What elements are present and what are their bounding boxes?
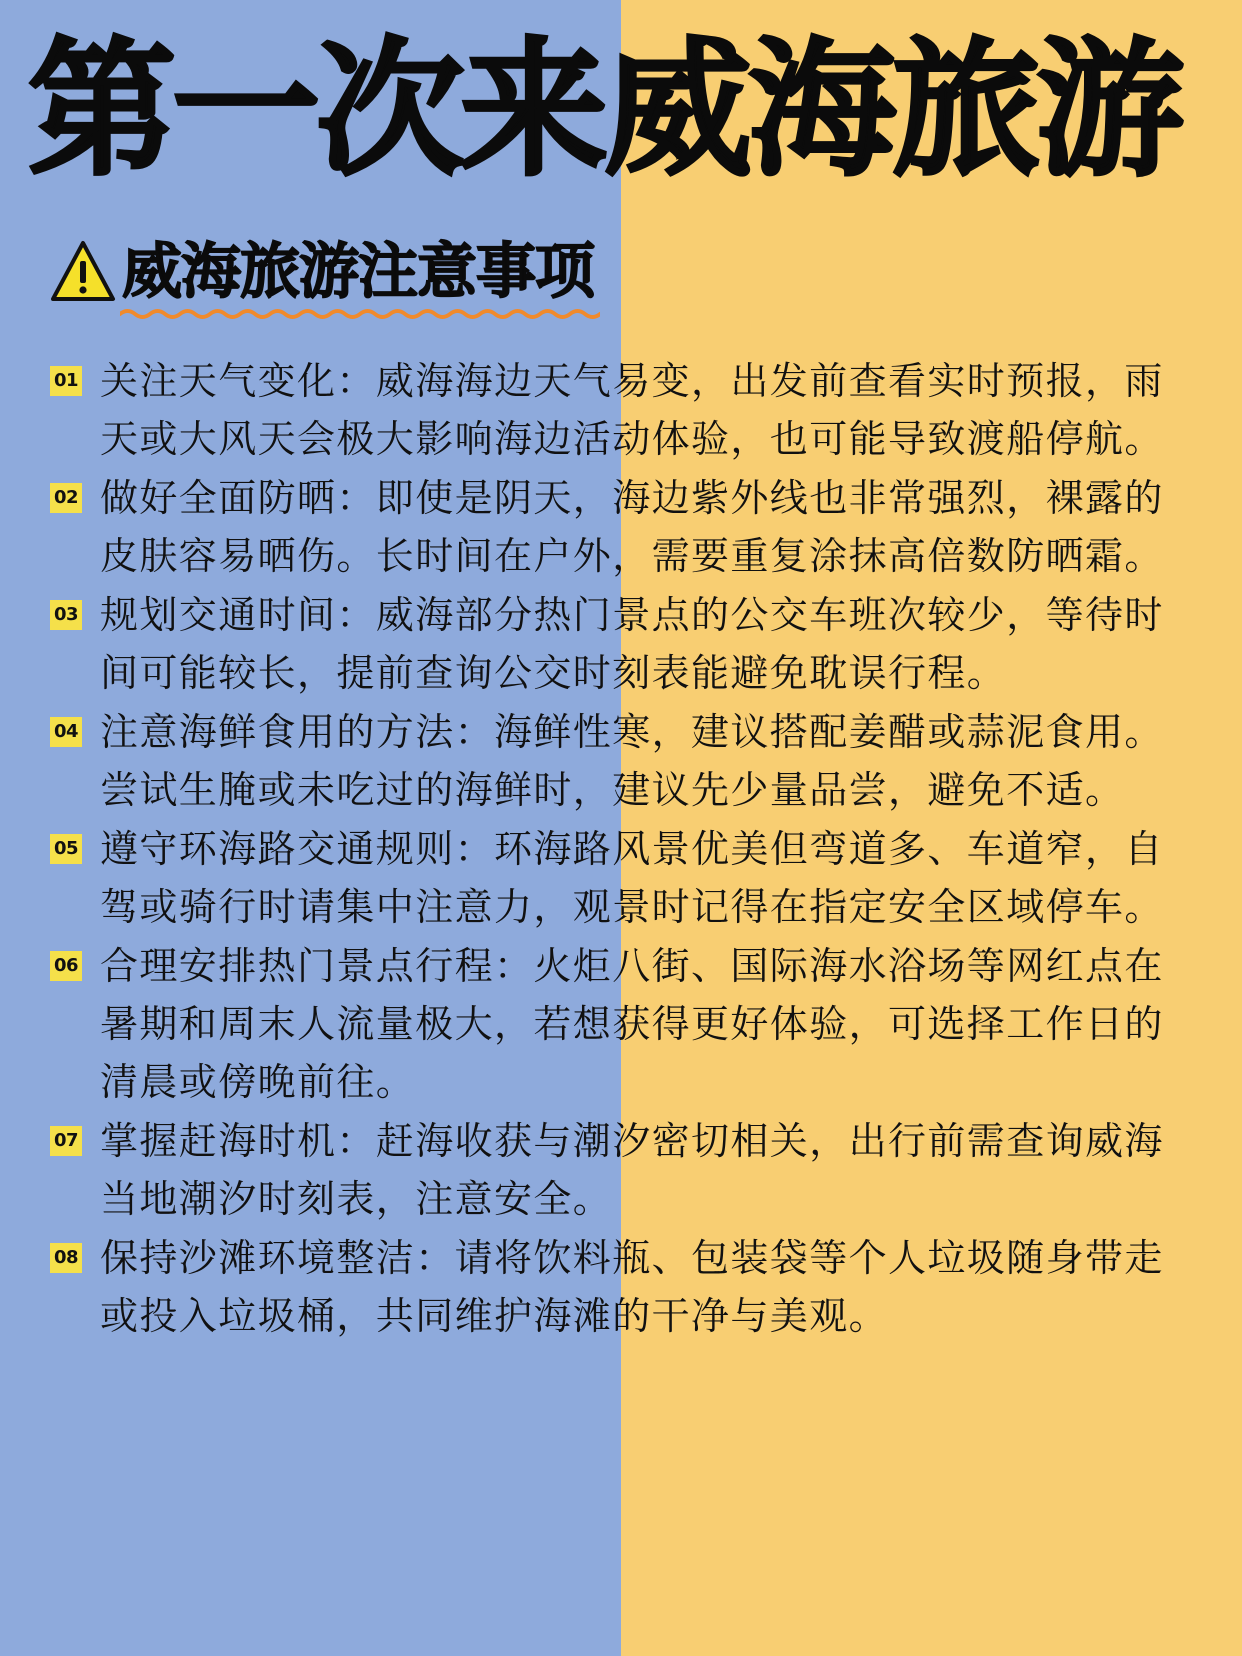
tip-text: 遵守环海路交通规则：环海路风景优美但弯道多、车道窄，自驾或骑行时请集中注意力，观景时记得在指定安全区域停车。 — [100, 827, 1164, 929]
subtitle-label: 威海旅游注意事项 — [122, 237, 594, 307]
tip-text: 合理安排热门景点行程：火炬八街、国际海水浴场等网红点在暑期和周末人流量极大，若想获得更好体验，可选择工作日的清晨或傍晚前往。 — [100, 944, 1164, 1104]
tip-item-01 — [50, 352, 1200, 468]
page-title: 第一次来威海旅游 — [28, 24, 1180, 196]
tip-text: 保持沙滩环境整洁：请将饮料瓶、包装袋等个人垃圾随身带走或投入垃圾桶，共同维护海滩的干净与美观。 — [100, 1236, 1164, 1338]
tip-text: 注意海鲜食用的方法：海鲜性寒，建议搭配姜醋或蒜泥食用。尝试生腌或未吃过的海鲜时，建议先少量品尝，避免不适。 — [100, 710, 1164, 812]
subtitle — [122, 237, 594, 307]
tip-item-03 — [50, 586, 1200, 702]
tip-item-06 — [50, 937, 1200, 1111]
number-badge: 04 — [50, 717, 82, 747]
tip-item-05 — [50, 820, 1200, 936]
wave-underline — [120, 307, 600, 321]
number-badge: 06 — [50, 951, 82, 981]
number-badge: 03 — [50, 600, 82, 630]
subtitle-row — [50, 232, 594, 312]
tip-text: 关注天气变化：威海海边天气易变，出发前查看实时预报，雨天或大风天会极大影响海边活动体验，也可能导致渡船停航。 — [100, 359, 1164, 461]
number-badge: 01 — [50, 366, 82, 396]
tip-text: 做好全面防晒：即使是阴天，海边紫外线也非常强烈，裸露的皮肤容易晒伤。长时间在户外，需要重复涂抹高倍数防晒霜。 — [100, 476, 1164, 578]
number-badge: 02 — [50, 483, 82, 513]
tips-list — [50, 352, 1200, 1346]
tip-text: 规划交通时间：威海部分热门景点的公交车班次较少，等待时间可能较长，提前查询公交时刻表能避免耽误行程。 — [100, 593, 1164, 695]
tip-text: 掌握赶海时机：赶海收获与潮汐密切相关，出行前需查询威海当地潮汐时刻表，注意安全。 — [100, 1119, 1164, 1221]
number-badge: 07 — [50, 1126, 82, 1156]
number-badge: 05 — [50, 834, 82, 864]
number-badge: 08 — [50, 1243, 82, 1273]
tip-item-07 — [50, 1112, 1200, 1228]
tip-item-02 — [50, 469, 1200, 585]
tip-item-08 — [50, 1229, 1200, 1345]
warning-icon — [50, 239, 116, 305]
tip-item-04 — [50, 703, 1200, 819]
